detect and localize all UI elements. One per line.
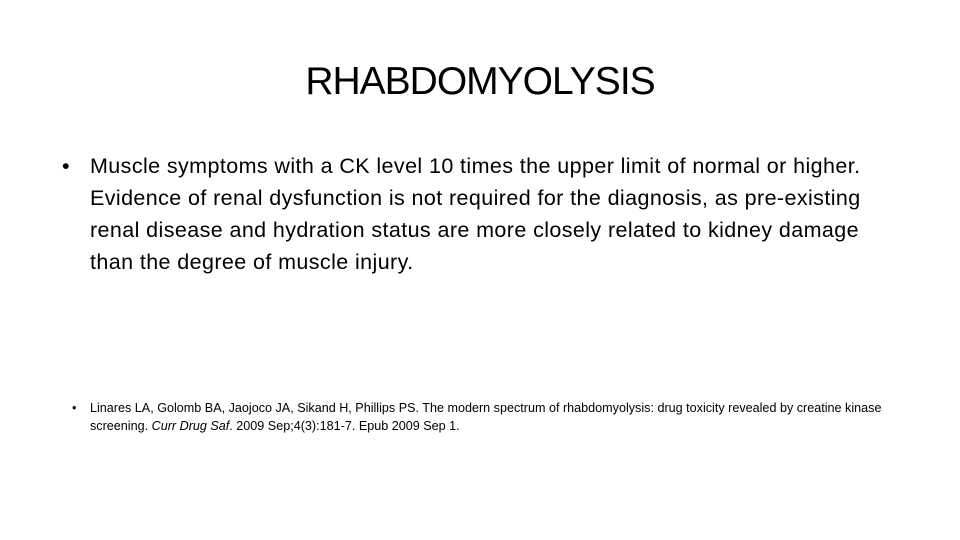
main-point-text: Muscle symptoms with a CK level 10 times the upper limit of normal or higher. Evidence of renal dysfunction is not required for the diagnosis, as pre-existing renal disease and hydration status are more closely related to kidney damage than the degree of muscle injury.: [90, 154, 861, 274]
reference-text: [90, 399, 882, 435]
bullet-icon: •: [62, 154, 70, 178]
reference-details: . 2009 Sep;4(3):181-7. Epub 2009 Sep 1.: [229, 419, 460, 433]
bullet-icon: •: [72, 401, 77, 415]
main-bullet: [60, 150, 890, 278]
slide-title: RHABDOMYOLYSIS: [305, 60, 655, 103]
reference-authors-title: Linares LA, Golomb BA, Jaojoco JA, Sikand H, Phillips PS. The modern spectrum of rhabdomyolysis: drug toxicity revealed by creatine kinase screening.: [90, 401, 882, 433]
reference-bullet: [72, 399, 882, 435]
reference-journal: Curr Drug Saf: [151, 419, 230, 433]
